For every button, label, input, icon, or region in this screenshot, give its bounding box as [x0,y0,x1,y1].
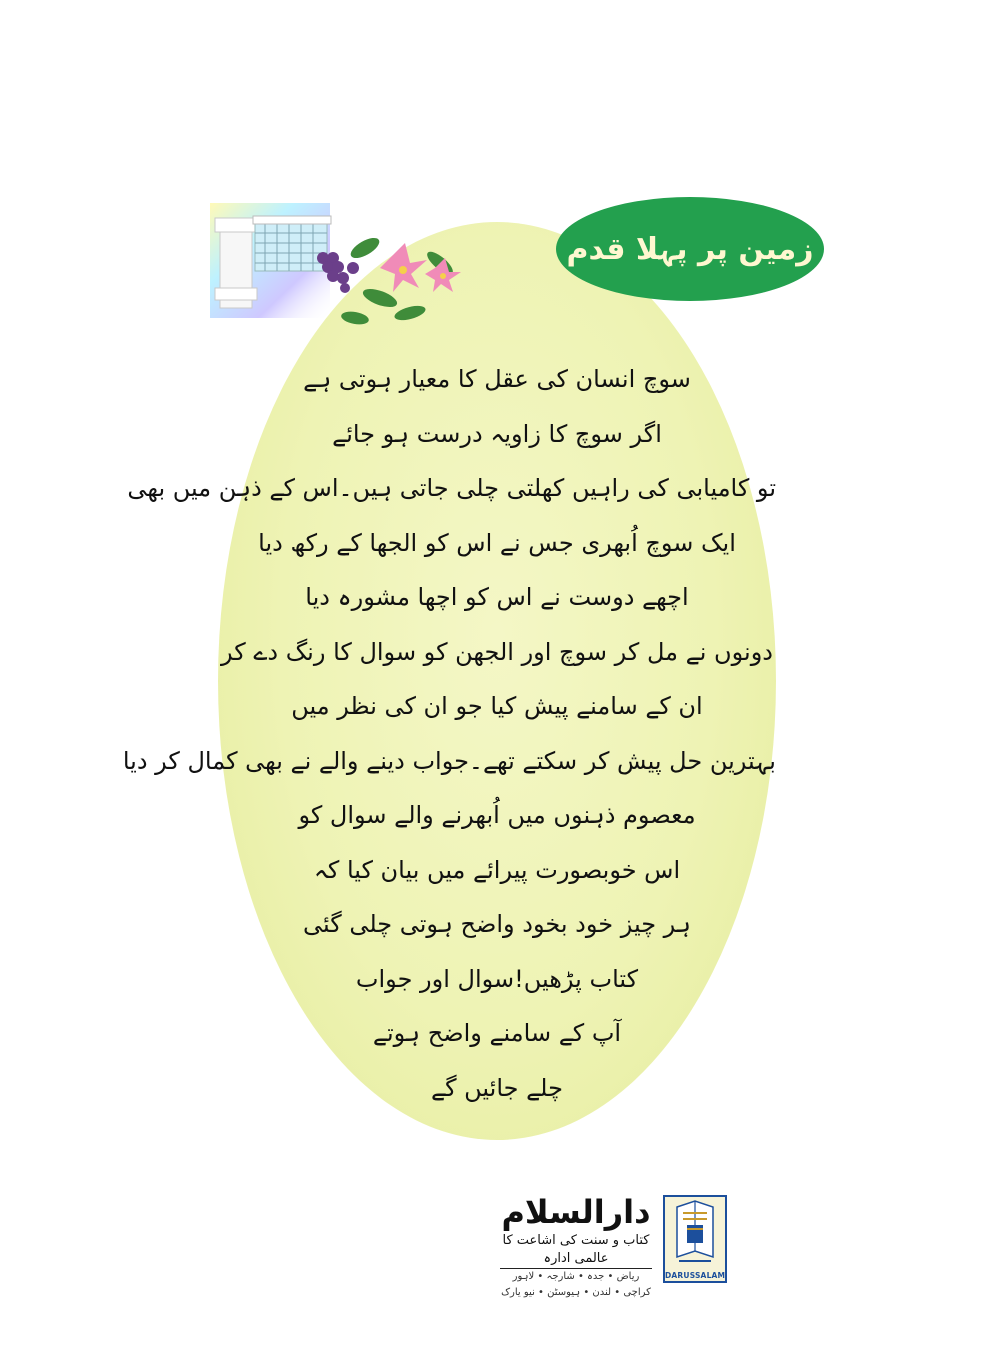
page-title: زمین پر پہلا قدم [566,231,814,267]
poem-text [122,352,776,1115]
publisher-cities-line1: ریاض • جدہ • شارجہ • لاہور [512,1271,640,1282]
poem-line: کتاب پڑھیں!سوال اور جواب [355,964,639,993]
poem-line: چلے جائیں گے [431,1073,563,1102]
poem-line: اس خوبصورت پیرائے میں بیان کیا کہ [313,855,681,884]
poem-line: تو کامیابی کی راہیں کھلتی چلی جاتی ہیں۔اس کے ذہن میں بھی [127,474,776,502]
publisher-name: دارالسلام [501,1193,651,1231]
poem-line: ان کے سامنے پیش کیا جو ان کی نظر میں [291,692,703,720]
poem-line: ایک سوچ اُبھری جس نے اس کو الجھا کے رکھ دیا [258,528,736,557]
publisher-tagline: کتاب و سنت کی اشاعت کا عالمی ادارہ [500,1232,652,1269]
poem-line: معصوم ذہنوں میں اُبھرنے والے سوال کو [298,801,696,829]
poem-line: دونوں نے مل کر سوچ اور الجھن کو سوال کا رنگ دے کر [221,637,773,666]
poem-line: سوچ انسان کی عقل کا معیار ہوتی ہے [303,365,691,393]
publisher-cities-line2: کراچی • لندن • ہیوسٹن • نیو یارک [501,1287,651,1298]
poem-line: ہر چیز خود بخود واضح ہوتی چلی گئی [303,910,691,938]
logo-label: DARUSSALAM [665,1271,726,1280]
poem-line: اچھے دوست نے اس کو اچھا مشورہ دیا [305,583,689,611]
publisher-info [500,1192,652,1301]
poem-line: اگر سوچ کا زاویہ درست ہو جائے [332,419,662,448]
kaaba-book-icon [665,1197,725,1269]
railing-flowers-illustration [205,188,505,338]
publisher-logo [663,1195,727,1283]
title-banner [556,197,824,301]
poem-line: آپ کے سامنے واضح ہوتے [372,1019,622,1047]
poem-line: بہترین حل پیش کر سکتے تھے۔جواب دینے والے نے بھی کمال کر دیا [122,746,776,775]
